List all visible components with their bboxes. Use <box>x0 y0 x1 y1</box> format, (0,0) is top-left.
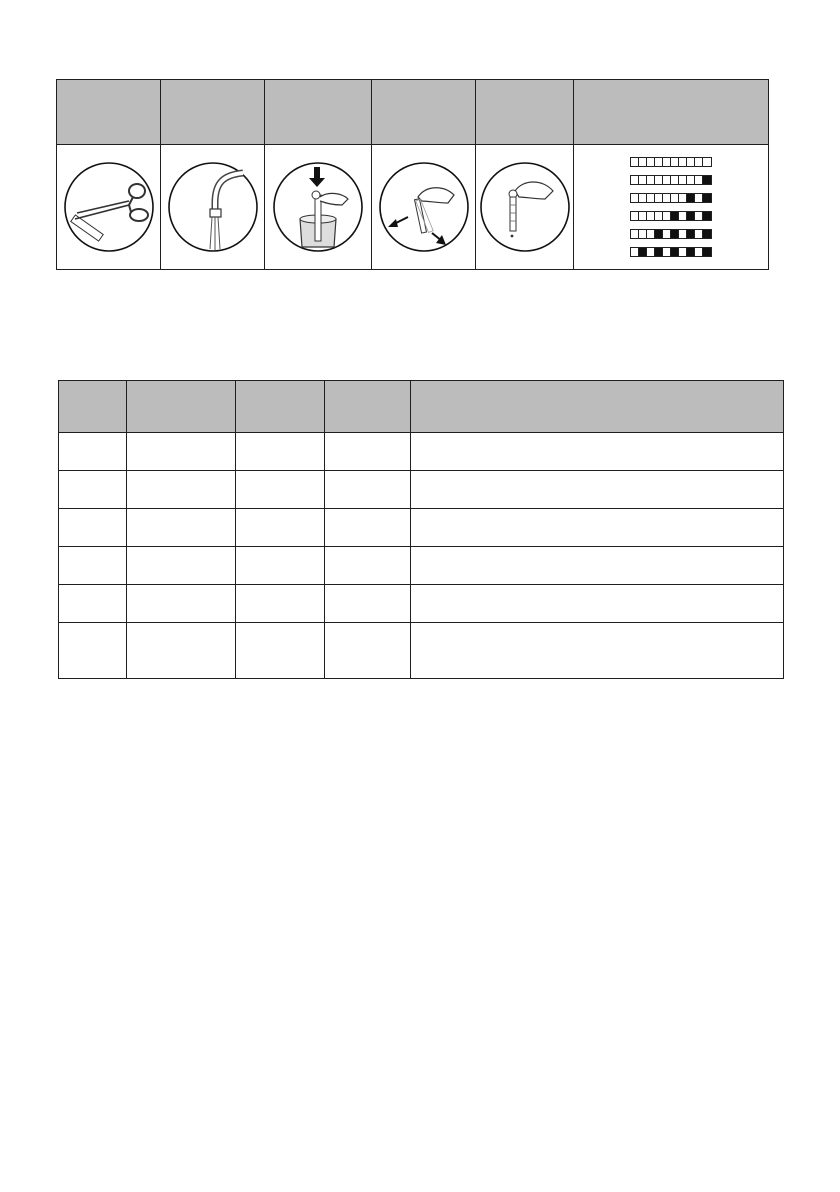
table-row <box>59 471 784 509</box>
table-cell <box>411 509 784 547</box>
table-cell <box>411 547 784 585</box>
strip-square-empty <box>687 176 695 184</box>
strip-square-empty <box>639 176 647 184</box>
strip-square-empty <box>671 176 679 184</box>
table-cell <box>127 547 236 585</box>
table-cell <box>325 547 411 585</box>
step-header-dip <box>265 80 372 145</box>
strip-square-empty <box>695 248 703 256</box>
table-cell <box>127 471 236 509</box>
strip-square-empty <box>695 212 703 220</box>
table-row <box>59 623 784 679</box>
strip-square-empty <box>663 158 671 166</box>
step-cell-result <box>574 145 769 270</box>
hardness-strip <box>630 157 712 167</box>
table-cell <box>59 547 127 585</box>
table-row <box>59 433 784 471</box>
step-cell-shake <box>372 145 476 270</box>
table-cell <box>325 623 411 679</box>
table-cell <box>59 623 127 679</box>
strip-square-filled <box>703 230 711 238</box>
strip-square-empty <box>655 158 663 166</box>
table-row <box>59 547 784 585</box>
strip-square-empty <box>639 212 647 220</box>
steps-illustration-row <box>57 145 769 270</box>
table-cell <box>59 433 127 471</box>
table-cell <box>236 623 325 679</box>
strip-square-filled <box>687 212 695 220</box>
header-cell <box>59 381 127 433</box>
strip-square-empty <box>639 194 647 202</box>
table-cell <box>325 433 411 471</box>
strip-square-empty <box>655 212 663 220</box>
step-header-cut <box>57 80 161 145</box>
strip-square-empty <box>679 194 687 202</box>
header-cell <box>236 381 325 433</box>
header-cell <box>325 381 411 433</box>
dip-strip-in-glass-icon <box>272 161 364 253</box>
table-cell <box>411 623 784 679</box>
step-cell-dip <box>265 145 372 270</box>
table-cell <box>325 471 411 509</box>
strip-square-empty <box>647 230 655 238</box>
table-cell <box>59 471 127 509</box>
strip-square-empty <box>663 230 671 238</box>
strip-square-empty <box>703 158 711 166</box>
table-cell <box>411 433 784 471</box>
table-cell <box>325 509 411 547</box>
faucet-running-water-icon <box>167 161 259 253</box>
strip-square-empty <box>663 176 671 184</box>
strip-square-empty <box>631 176 639 184</box>
table-cell <box>127 433 236 471</box>
strip-square-empty <box>679 212 687 220</box>
hardness-table-header <box>59 381 784 433</box>
read-strip-icon <box>479 161 571 253</box>
strip-square-filled <box>687 230 695 238</box>
table-cell <box>236 509 325 547</box>
table-row <box>59 585 784 623</box>
table-cell <box>127 623 236 679</box>
step-header-result <box>574 80 769 145</box>
strip-square-empty <box>631 248 639 256</box>
strip-square-filled <box>687 248 695 256</box>
strip-square-empty <box>631 158 639 166</box>
strip-square-empty <box>647 158 655 166</box>
scissors-strip-icon <box>63 161 155 253</box>
strip-square-empty <box>647 212 655 220</box>
strip-square-filled <box>703 212 711 220</box>
strip-square-empty <box>671 158 679 166</box>
strip-square-empty <box>631 212 639 220</box>
strip-square-empty <box>639 158 647 166</box>
strip-square-empty <box>647 176 655 184</box>
table-cell <box>59 509 127 547</box>
table-cell <box>236 433 325 471</box>
strip-square-filled <box>703 176 711 184</box>
strip-square-empty <box>663 194 671 202</box>
hardness-table <box>58 380 784 679</box>
table-cell <box>236 585 325 623</box>
table-cell <box>59 585 127 623</box>
header-cell <box>127 381 236 433</box>
strip-square-empty <box>687 158 695 166</box>
hardness-strip <box>630 229 712 239</box>
strip-square-empty <box>671 194 679 202</box>
step-cell-wait <box>476 145 574 270</box>
strip-square-filled <box>655 230 663 238</box>
strip-square-filled <box>671 248 679 256</box>
strip-square-empty <box>695 176 703 184</box>
hardness-strip <box>630 247 712 257</box>
steps-header-row <box>57 80 769 145</box>
strip-square-filled <box>639 248 647 256</box>
strip-square-filled <box>703 194 711 202</box>
table-cell <box>127 585 236 623</box>
step-header-wait <box>476 80 574 145</box>
strip-square-empty <box>695 194 703 202</box>
strip-square-filled <box>655 248 663 256</box>
test-steps-table <box>56 79 769 270</box>
hardness-result-strips <box>574 157 768 257</box>
table-cell <box>411 471 784 509</box>
strip-square-filled <box>703 248 711 256</box>
strip-square-empty <box>679 230 687 238</box>
shake-strip-icon <box>378 161 470 253</box>
strip-square-filled <box>687 194 695 202</box>
strip-square-empty <box>655 194 663 202</box>
strip-square-filled <box>671 230 679 238</box>
strip-square-empty <box>639 230 647 238</box>
hardness-strip <box>630 175 712 185</box>
table-cell <box>325 585 411 623</box>
strip-square-empty <box>679 248 687 256</box>
strip-square-empty <box>663 248 671 256</box>
step-header-rinse <box>161 80 265 145</box>
table-cell <box>127 509 236 547</box>
strip-square-empty <box>631 194 639 202</box>
hardness-strip <box>630 193 712 203</box>
table-cell <box>236 547 325 585</box>
strip-square-empty <box>631 230 639 238</box>
hardness-strip <box>630 211 712 221</box>
step-cell-rinse <box>161 145 265 270</box>
step-header-shake <box>372 80 476 145</box>
strip-square-empty <box>679 176 687 184</box>
strip-square-filled <box>671 212 679 220</box>
step-cell-cut <box>57 145 161 270</box>
table-cell <box>236 471 325 509</box>
strip-square-empty <box>655 176 663 184</box>
table-row <box>59 509 784 547</box>
strip-square-empty <box>695 230 703 238</box>
strip-square-empty <box>679 158 687 166</box>
strip-square-empty <box>647 248 655 256</box>
strip-square-empty <box>663 212 671 220</box>
strip-square-empty <box>647 194 655 202</box>
strip-square-empty <box>695 158 703 166</box>
table-cell <box>411 585 784 623</box>
header-cell <box>411 381 784 433</box>
